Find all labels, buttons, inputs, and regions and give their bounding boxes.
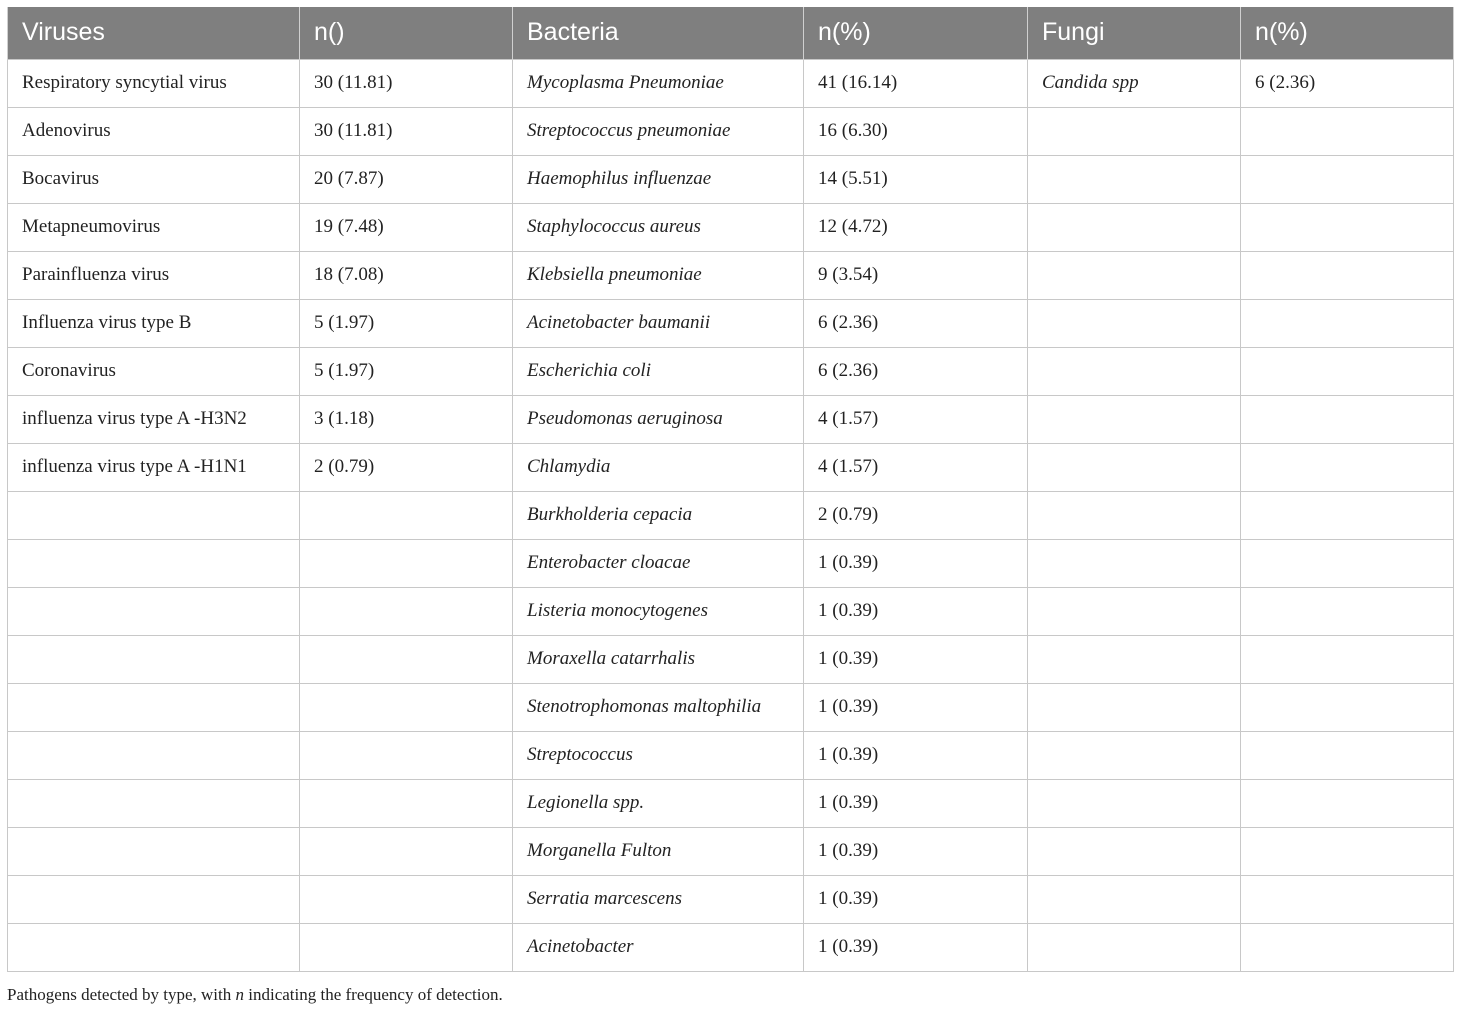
cell-bacteria-name: Escherichia coli: [513, 347, 804, 395]
cell-fungi-count: [1241, 923, 1454, 971]
cell-bacteria-name: Acinetobacter baumanii: [513, 299, 804, 347]
cell-bacteria-count: 1 (0.39): [804, 827, 1028, 875]
cell-virus-count: [300, 731, 513, 779]
table-row: [8, 779, 1454, 827]
cell-bacteria-count: 1 (0.39): [804, 779, 1028, 827]
header-bacteria: Bacteria: [513, 7, 804, 59]
table-row: [8, 251, 1454, 299]
cell-fungi-name: Candida spp: [1028, 59, 1241, 107]
cell-fungi-name: [1028, 203, 1241, 251]
table-row: [8, 731, 1454, 779]
cell-bacteria-count: 1 (0.39): [804, 539, 1028, 587]
cell-bacteria-count: 1 (0.39): [804, 635, 1028, 683]
cell-bacteria-count: 4 (1.57): [804, 443, 1028, 491]
cell-bacteria-count: 4 (1.57): [804, 395, 1028, 443]
cell-bacteria-name: Acinetobacter: [513, 923, 804, 971]
table-footnote: [7, 985, 503, 1005]
cell-virus-count: [300, 827, 513, 875]
cell-virus-name: Respiratory syncytial virus: [8, 59, 300, 107]
table-row: [8, 107, 1454, 155]
cell-virus-name: [8, 875, 300, 923]
cell-fungi-count: [1241, 491, 1454, 539]
cell-fungi-name: [1028, 635, 1241, 683]
cell-virus-name: influenza virus type A -H1N1: [8, 443, 300, 491]
cell-fungi-count: [1241, 395, 1454, 443]
cell-fungi-count: [1241, 539, 1454, 587]
cell-virus-count: 5 (1.97): [300, 347, 513, 395]
cell-fungi-count: [1241, 827, 1454, 875]
cell-fungi-count: [1241, 635, 1454, 683]
header-viruses-count: n(): [300, 7, 513, 59]
cell-virus-name: Parainfluenza virus: [8, 251, 300, 299]
cell-virus-name: [8, 827, 300, 875]
cell-virus-name: [8, 539, 300, 587]
cell-bacteria-name: Mycoplasma Pneumoniae: [513, 59, 804, 107]
cell-virus-count: 20 (7.87): [300, 155, 513, 203]
cell-virus-count: 3 (1.18): [300, 395, 513, 443]
footnote-text-after: indicating the frequency of detection.: [244, 985, 503, 1004]
cell-virus-count: [300, 587, 513, 635]
cell-fungi-name: [1028, 107, 1241, 155]
cell-fungi-count: [1241, 107, 1454, 155]
cell-virus-name: [8, 491, 300, 539]
cell-fungi-count: [1241, 203, 1454, 251]
table-row: [8, 299, 1454, 347]
cell-virus-name: [8, 731, 300, 779]
cell-fungi-name: [1028, 395, 1241, 443]
cell-virus-count: [300, 539, 513, 587]
cell-virus-count: [300, 683, 513, 731]
cell-virus-name: [8, 587, 300, 635]
cell-bacteria-name: Morganella Fulton: [513, 827, 804, 875]
cell-fungi-name: [1028, 251, 1241, 299]
cell-fungi-name: [1028, 443, 1241, 491]
header-fungi-count: n(%): [1241, 7, 1454, 59]
cell-bacteria-name: Stenotrophomonas maltophilia: [513, 683, 804, 731]
cell-bacteria-count: 1 (0.39): [804, 875, 1028, 923]
cell-fungi-count: [1241, 155, 1454, 203]
cell-bacteria-count: 1 (0.39): [804, 923, 1028, 971]
table-row: [8, 203, 1454, 251]
cell-bacteria-name: Haemophilus influenzae: [513, 155, 804, 203]
cell-fungi-count: [1241, 731, 1454, 779]
header-viruses: Viruses: [8, 7, 300, 59]
cell-fungi-name: [1028, 299, 1241, 347]
table-row: [8, 539, 1454, 587]
cell-fungi-name: [1028, 491, 1241, 539]
cell-virus-name: Influenza virus type B: [8, 299, 300, 347]
cell-bacteria-name: Listeria monocytogenes: [513, 587, 804, 635]
cell-fungi-name: [1028, 875, 1241, 923]
pathogen-table: [7, 7, 1454, 972]
cell-virus-count: [300, 779, 513, 827]
cell-virus-count: 18 (7.08): [300, 251, 513, 299]
cell-virus-count: 5 (1.97): [300, 299, 513, 347]
table-body: [8, 59, 1454, 971]
cell-virus-name: [8, 683, 300, 731]
table-row: [8, 491, 1454, 539]
cell-fungi-name: [1028, 347, 1241, 395]
table-row: [8, 347, 1454, 395]
cell-virus-name: Coronavirus: [8, 347, 300, 395]
cell-fungi-count: [1241, 251, 1454, 299]
cell-bacteria-name: Pseudomonas aeruginosa: [513, 395, 804, 443]
cell-virus-count: 30 (11.81): [300, 107, 513, 155]
cell-bacteria-name: Staphylococcus aureus: [513, 203, 804, 251]
cell-virus-name: Metapneumovirus: [8, 203, 300, 251]
cell-fungi-count: [1241, 587, 1454, 635]
cell-bacteria-name: Streptococcus pneumoniae: [513, 107, 804, 155]
cell-fungi-name: [1028, 155, 1241, 203]
cell-bacteria-name: Legionella spp.: [513, 779, 804, 827]
table-row: [8, 443, 1454, 491]
table-header: [8, 7, 1454, 59]
cell-bacteria-name: Klebsiella pneumoniae: [513, 251, 804, 299]
table-row: [8, 155, 1454, 203]
cell-bacteria-name: Moraxella catarrhalis: [513, 635, 804, 683]
cell-fungi-count: [1241, 683, 1454, 731]
cell-bacteria-name: Streptococcus: [513, 731, 804, 779]
pathogen-table-container: [7, 7, 1453, 972]
cell-bacteria-count: 1 (0.39): [804, 587, 1028, 635]
cell-bacteria-count: 2 (0.79): [804, 491, 1028, 539]
cell-virus-count: 30 (11.81): [300, 59, 513, 107]
table-row: [8, 395, 1454, 443]
cell-bacteria-count: 41 (16.14): [804, 59, 1028, 107]
cell-bacteria-name: Serratia marcescens: [513, 875, 804, 923]
cell-fungi-name: [1028, 779, 1241, 827]
cell-virus-count: [300, 491, 513, 539]
footnote-text-before: Pathogens detected by type, with: [7, 985, 236, 1004]
table-row: [8, 59, 1454, 107]
cell-fungi-count: 6 (2.36): [1241, 59, 1454, 107]
cell-bacteria-count: 6 (2.36): [804, 347, 1028, 395]
table-row: [8, 683, 1454, 731]
cell-bacteria-name: Burkholderia cepacia: [513, 491, 804, 539]
cell-fungi-name: [1028, 923, 1241, 971]
header-fungi: Fungi: [1028, 7, 1241, 59]
header-row: [8, 7, 1454, 59]
cell-bacteria-count: 1 (0.39): [804, 683, 1028, 731]
cell-fungi-name: [1028, 827, 1241, 875]
cell-fungi-count: [1241, 875, 1454, 923]
cell-virus-name: [8, 635, 300, 683]
cell-fungi-count: [1241, 779, 1454, 827]
cell-virus-name: influenza virus type A -H3N2: [8, 395, 300, 443]
cell-virus-count: [300, 923, 513, 971]
cell-virus-name: [8, 779, 300, 827]
cell-virus-count: 2 (0.79): [300, 443, 513, 491]
table-row: [8, 923, 1454, 971]
cell-bacteria-count: 9 (3.54): [804, 251, 1028, 299]
cell-fungi-name: [1028, 731, 1241, 779]
cell-virus-count: 19 (7.48): [300, 203, 513, 251]
table-row: [8, 635, 1454, 683]
cell-fungi-count: [1241, 443, 1454, 491]
cell-fungi-count: [1241, 299, 1454, 347]
cell-virus-count: [300, 635, 513, 683]
cell-virus-count: [300, 875, 513, 923]
table-row: [8, 827, 1454, 875]
cell-bacteria-count: 14 (5.51): [804, 155, 1028, 203]
footnote-variable: n: [235, 985, 245, 1004]
table-row: [8, 875, 1454, 923]
cell-fungi-name: [1028, 683, 1241, 731]
cell-fungi-count: [1241, 347, 1454, 395]
cell-fungi-name: [1028, 587, 1241, 635]
cell-bacteria-count: 12 (4.72): [804, 203, 1028, 251]
header-bacteria-count: n(%): [804, 7, 1028, 59]
cell-bacteria-count: 16 (6.30): [804, 107, 1028, 155]
cell-bacteria-count: 1 (0.39): [804, 731, 1028, 779]
cell-virus-name: Adenovirus: [8, 107, 300, 155]
cell-virus-name: [8, 923, 300, 971]
cell-bacteria-name: Chlamydia: [513, 443, 804, 491]
cell-bacteria-count: 6 (2.36): [804, 299, 1028, 347]
table-row: [8, 587, 1454, 635]
cell-virus-name: Bocavirus: [8, 155, 300, 203]
cell-fungi-name: [1028, 539, 1241, 587]
cell-bacteria-name: Enterobacter cloacae: [513, 539, 804, 587]
